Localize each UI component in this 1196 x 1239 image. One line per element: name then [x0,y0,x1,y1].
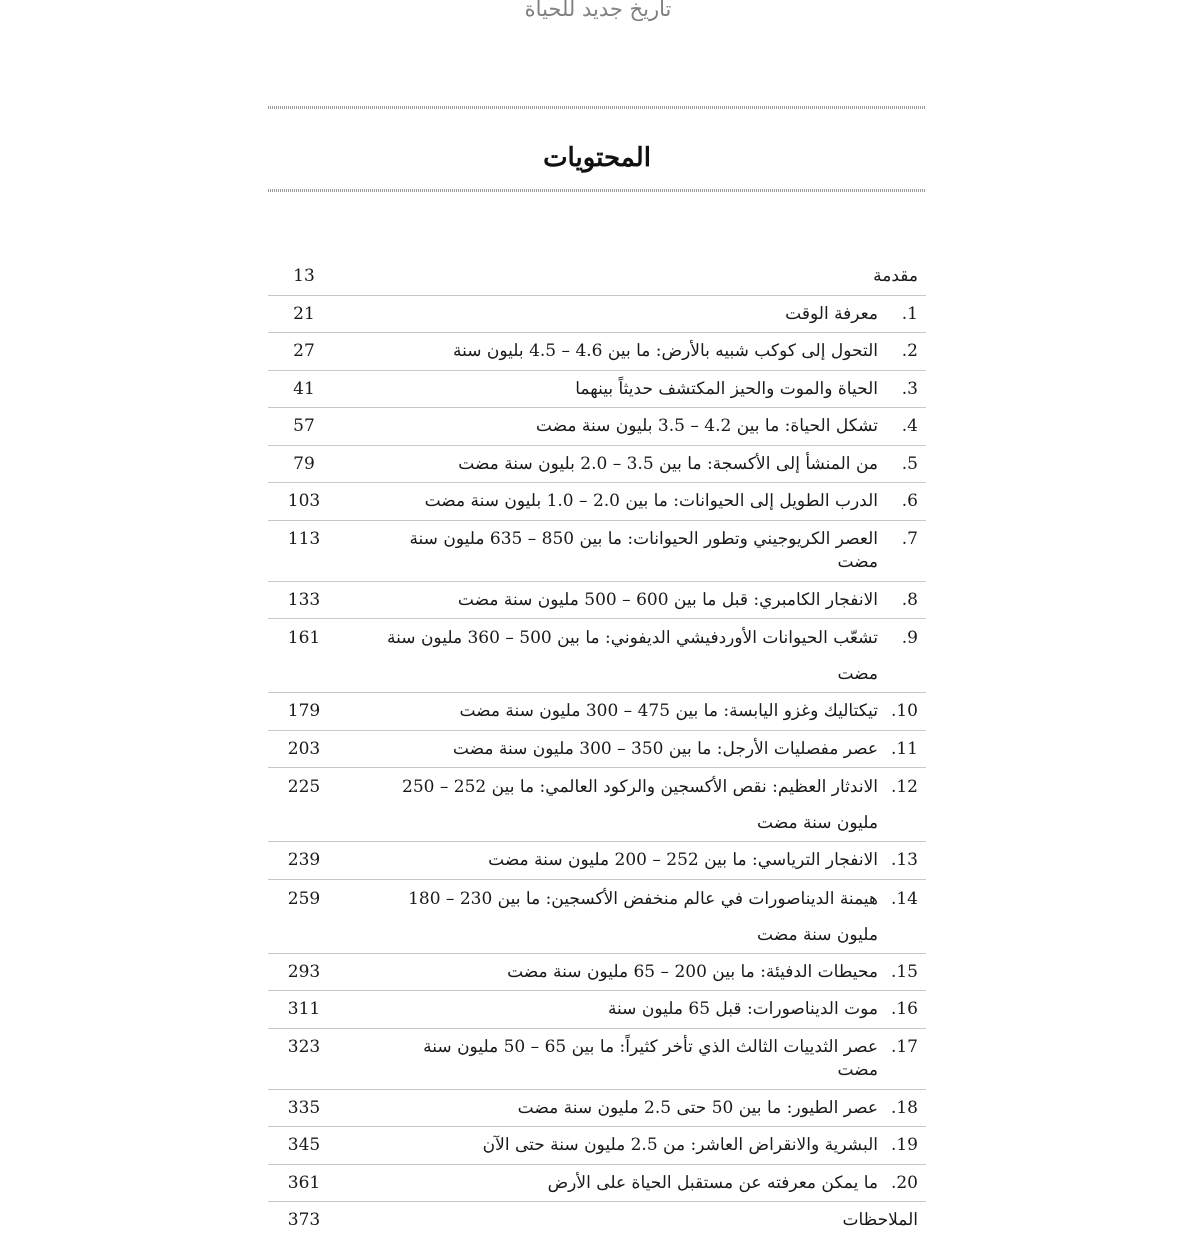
toc-entry-number: .12 [890,777,918,797]
toc-entry-number: .17 [890,1036,918,1057]
toc-entry [268,1202,926,1239]
toc-entry [268,483,926,521]
toc-entry [268,880,926,954]
toc-entry [268,1090,926,1128]
toc-entry-number: .4 [901,416,918,436]
toc-entry-title: موت الديناصورات: قبل 65 مليون سنة [607,999,878,1019]
toc-entry [268,371,926,409]
toc-entry-page: 57 [293,416,315,436]
toc-entry-page: 203 [287,738,321,759]
toc-entry-page: 179 [287,701,321,721]
toc-entry [268,1029,926,1090]
toc-entry-number: .19 [890,1135,918,1155]
toc-entry-title: مقدمة [873,266,918,286]
toc-entry-number: .2 [901,341,918,361]
toc-entry [268,521,926,582]
toc-entry-title: التحول إلى كوكب شبيه بالأرض: ما بين 4.6 – 4.5 بليون سنة [453,341,878,361]
table-of-contents [268,258,926,1239]
toc-entry [268,408,926,446]
toc-entry [268,1127,926,1165]
toc-entry [268,333,926,371]
toc-entry [268,768,926,842]
toc-entry-page: 259 [287,888,321,909]
toc-entry-title: تشكل الحياة: ما بين 4.2 – 3.5 بليون سنة مضت [535,416,878,436]
toc-entry [268,693,926,731]
toc-entry [268,619,926,693]
toc-entry-number: .10 [890,701,918,721]
toc-entry-title: معرفة الوقت [785,303,878,324]
toc-entry-number: .3 [901,378,918,399]
toc-entry [268,296,926,334]
toc-entry-page: 13 [293,266,315,286]
toc-entry-number: .5 [901,453,918,474]
toc-entry-page: 239 [287,850,321,870]
toc-entry [268,991,926,1029]
toc-entry [268,842,926,880]
toc-entry-title: ما يمكن معرفته عن مستقبل الحياة على الأرض [547,1172,878,1193]
toc-entry-title: الدرب الطويل إلى الحيوانات: ما بين 2.0 – 1.0 بليون سنة مضت [424,491,878,511]
toc-entry-page: 113 [287,528,321,549]
toc-entry-page: 161 [287,628,321,648]
toc-entry-number: .6 [901,491,918,511]
toc-entry-page: 225 [287,777,321,797]
toc-entry-number: .18 [890,1097,918,1118]
toc-entry-title: تيكتاليك وغزو اليابسة: ما بين 475 – 300 مليون سنة مضت [459,701,878,721]
toc-entry [268,582,926,620]
title-rule-top [268,106,926,109]
toc-entry-number: .7 [901,528,918,549]
toc-entry-page: 103 [287,491,321,511]
toc-entry-number: .16 [890,999,918,1019]
toc-entry-page: 79 [293,453,315,474]
toc-entry [268,954,926,992]
toc-entry-title: عصر الثدييات الثالث الذي تأخر كثيراً: ما بين 65 – 50 مليون سنة مضت [423,1036,878,1080]
toc-entry-title: عصر مفصليات الأرجل: ما بين 350 – 300 مليون سنة مضت [452,738,878,759]
toc-entry-page: 323 [287,1036,321,1057]
toc-entry-title: الاندثار العظيم: نقص الأكسجين والركود العالمي: ما بين 252 – 250 مليون سنة مضت [402,777,878,833]
toc-entry-title: عصر الطيور: ما بين 50 حتى 2.5 مليون سنة مضت [517,1097,878,1118]
toc-entry [268,731,926,769]
toc-entry-number: .9 [901,628,918,648]
toc-entry-page: 27 [293,341,315,361]
toc-entry-number: .20 [890,1172,918,1193]
toc-entry-title: الملاحظات [842,1210,918,1230]
toc-entry-title: الانفجار الكامبري: قبل ما بين 600 – 500 مليون سنة مضت [457,589,878,610]
toc-entry-title: البشرية والانقراض العاشر: من 2.5 مليون سنة حتى الآن [482,1135,878,1155]
toc-entry-title: تشعّب الحيوانات الأوردفيشي الديفوني: ما بين 500 – 360 مليون سنة مضت [387,628,878,684]
toc-entry [268,1165,926,1203]
toc-entry-page: 345 [287,1135,321,1155]
running-head: تاريخ جديد للحياة [524,0,672,21]
toc-entry-number: .8 [901,589,918,610]
toc-entry-title: العصر الكريوجيني وتطور الحيوانات: ما بين 850 – 635 مليون سنة مضت [409,528,878,572]
toc-entry-page: 373 [287,1210,321,1230]
toc-entry-title: هيمنة الديناصورات في عالم منخفض الأكسجين: ما بين 230 – 180 مليون سنة مضت [408,888,878,945]
toc-entry-number: .11 [890,738,918,759]
toc-entry-page: 335 [287,1097,321,1118]
title-rule-bottom [268,189,926,192]
toc-entry-number: .15 [890,961,918,982]
toc-entry-page: 133 [287,589,321,610]
toc-entry-page: 293 [287,961,321,982]
toc-entry-number: .1 [901,303,918,324]
toc-entry-title: محيطات الدفيئة: ما بين 200 – 65 مليون سنة مضت [507,961,878,982]
contents-title: المحتويات [543,143,651,173]
toc-entry-page: 41 [293,378,315,399]
toc-entry [268,446,926,484]
toc-entry-page: 361 [287,1172,321,1193]
toc-entry-title: الحياة والموت والحيز المكتشف حديثاً بينهما [575,378,878,399]
toc-entry [268,258,926,296]
toc-entry-page: 21 [293,303,315,324]
toc-entry-number: .14 [890,888,918,909]
toc-entry-page: 311 [287,999,321,1019]
toc-entry-title: من المنشأ إلى الأكسجة: ما بين 3.5 – 2.0 بليون سنة مضت [458,453,878,474]
toc-entry-number: .13 [890,850,918,870]
toc-entry-title: الانفجار الترياسي: ما بين 252 – 200 مليون سنة مضت [488,850,878,870]
